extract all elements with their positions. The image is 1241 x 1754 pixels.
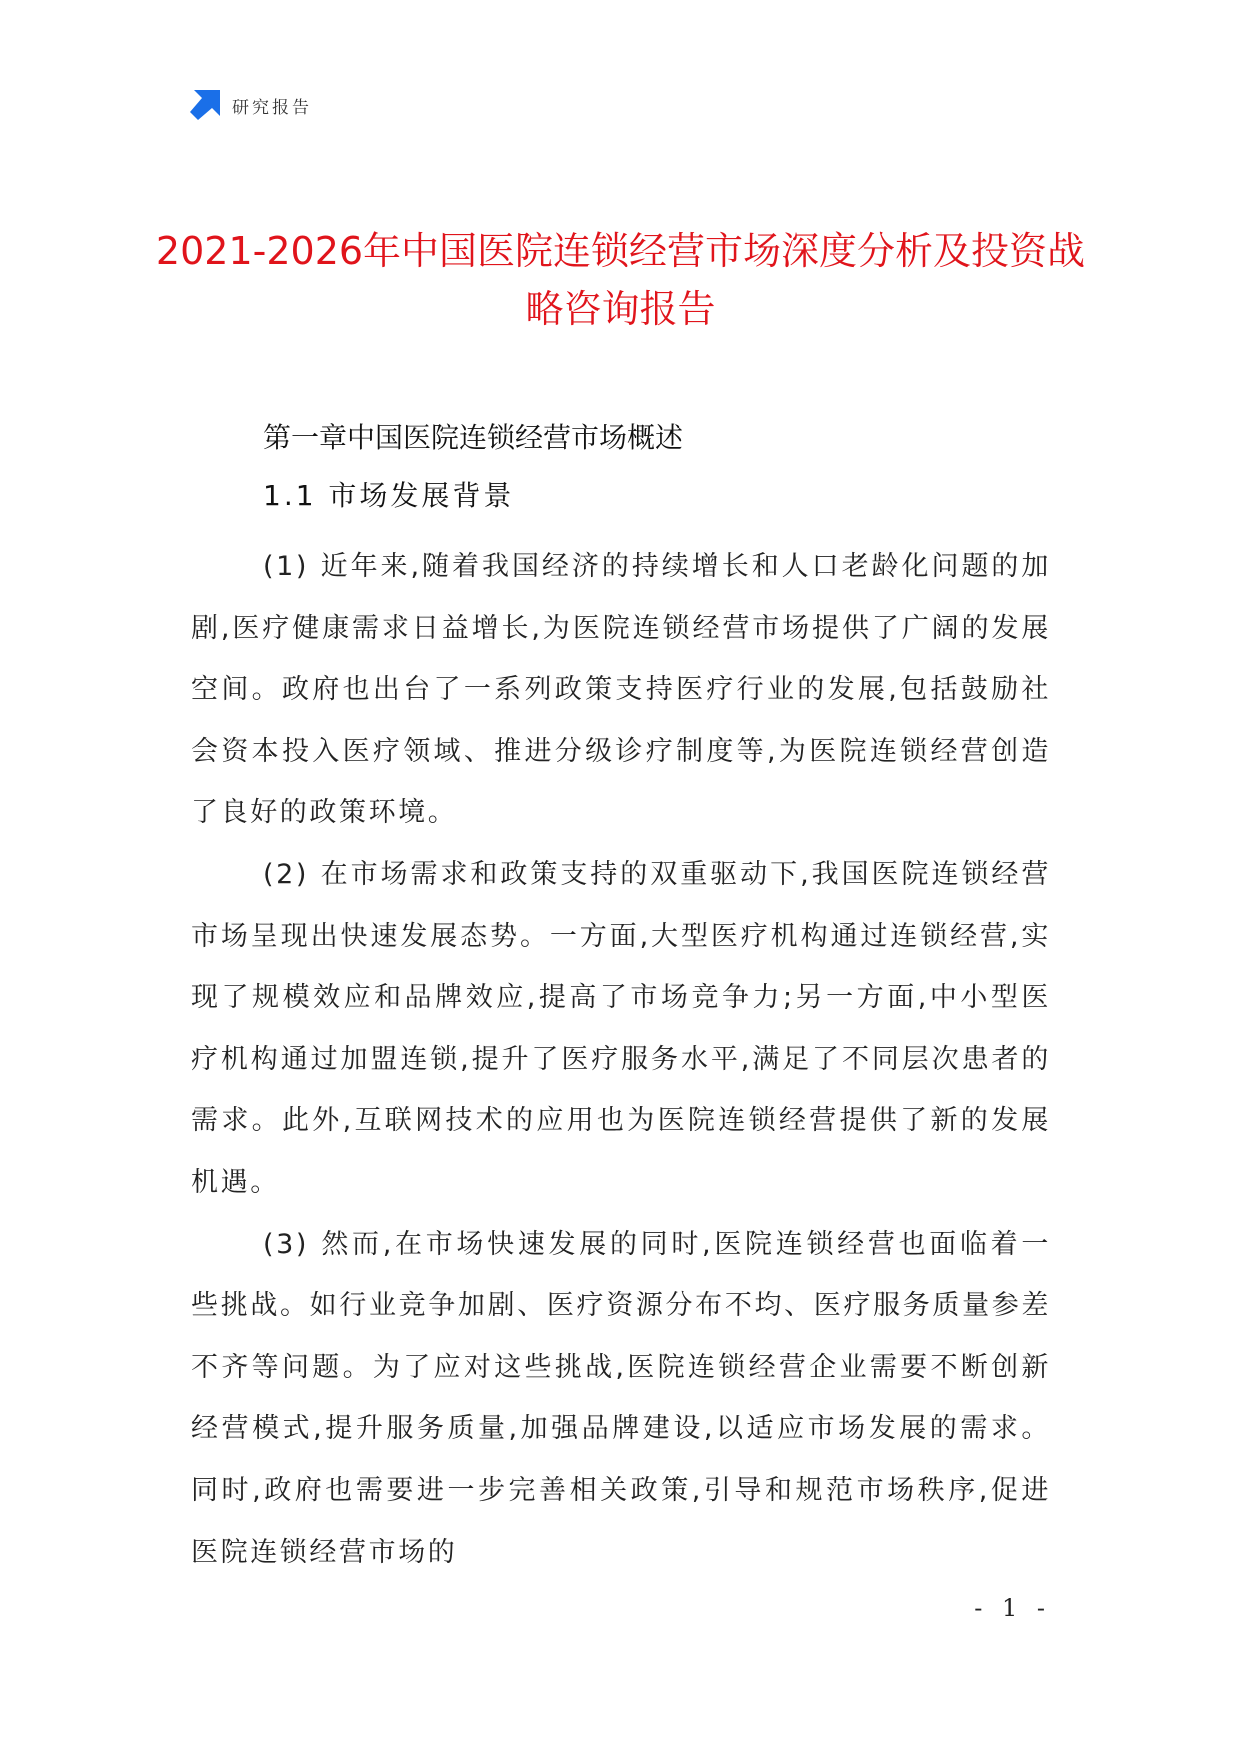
paragraph-2: (2) 在市场需求和政策支持的双重驱动下,我国医院连锁经营市场呈现出快速发展态势。一方面,大型医疗机构通过连锁经营,实现了规模效应和品牌效应,提高了市场竞争力;另一方面,中小型医疗机构通过加盟连锁,提升了医疗服务水平,满足了不同层次患者的需求。此外,互联网技术的应用也为医院连锁经营提供了新的发展机遇。 — [191, 858, 1051, 1198]
header-label: 研究报告 — [232, 97, 312, 118]
section-heading: 1.1 市场发展背景 — [263, 479, 515, 512]
chapter-heading: 第一章中国医院连锁经营市场概述 — [263, 421, 684, 454]
paragraph-1: (1) 近年来,随着我国经济的持续增长和人口老龄化问题的加剧,医疗健康需求日益增长,为医院连锁经营市场提供了广阔的发展空间。政府也出台了一系列政策支持医疗行业的发展,包括鼓励社会资本投入医疗领域、推进分级诊疗制度等,为医院连锁经营创造了良好的政策环境。 — [191, 551, 1051, 829]
report-header — [190, 88, 312, 122]
paragraph-3: (3) 然而,在市场快速发展的同时,医院连锁经营也面临着一些挑战。如行业竞争加剧、医疗资源分布不均、医疗服务质量参差不齐等问题。为了应对这些挑战,医院连锁经营企业需要不断创新经营模式,提升服务质量,加强品牌建设,以适应市场发展的需求。同时,政府也需要进一步完善相关政策,引导和规范市场秩序,促进医院连锁经营市场的 — [191, 1228, 1051, 1568]
document-body — [191, 420, 1051, 1583]
page-number: - 1 - — [974, 1594, 1051, 1622]
document-title: 2021-2026年中国医院连锁经营市场深度分析及投资战略咨询报告 — [155, 229, 1086, 331]
arrow-up-right-icon — [190, 90, 220, 120]
